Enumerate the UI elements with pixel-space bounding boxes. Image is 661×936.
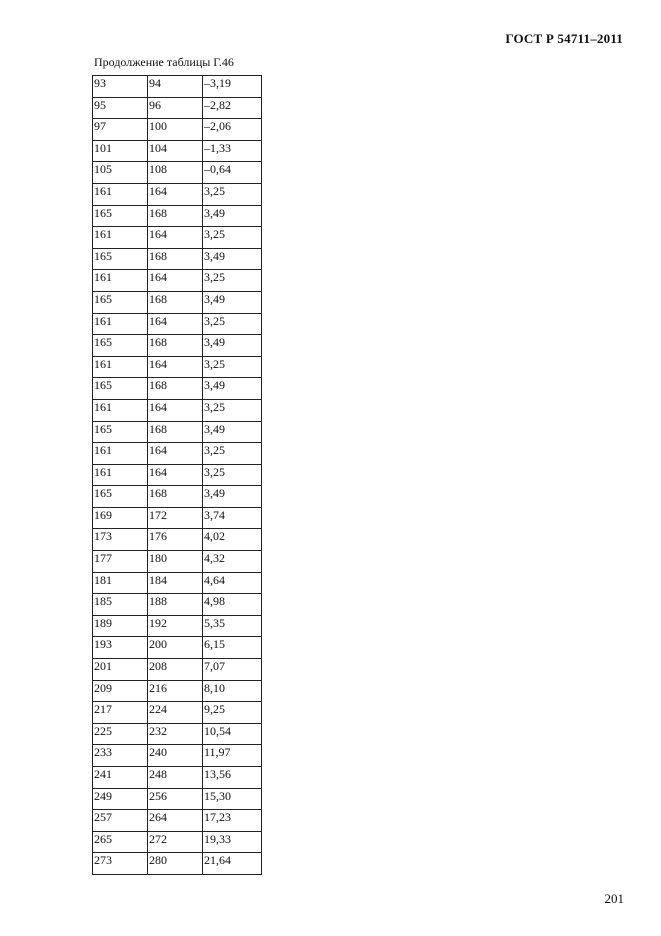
table-cell: [202, 119, 261, 141]
table-row: [93, 745, 262, 767]
table-cell: [93, 140, 148, 162]
cell-value: 224: [148, 702, 167, 717]
table-row: [93, 421, 262, 443]
table-cell: [147, 76, 202, 98]
table-row: [93, 507, 262, 529]
cell-value: 249: [94, 788, 112, 803]
table-cell: [93, 205, 148, 227]
table-cell: [93, 507, 148, 529]
table-cell: [93, 831, 148, 853]
cell-value: 3,25: [203, 464, 225, 479]
table-row: [93, 723, 262, 745]
table-row: [93, 572, 262, 594]
table-cell: [202, 680, 261, 702]
table-cell: [93, 615, 148, 637]
cell-value: 165: [94, 248, 112, 263]
table-cell: [147, 529, 202, 551]
table-cell: [93, 702, 148, 724]
cell-value: 265: [94, 831, 112, 846]
table-cell: [202, 162, 261, 184]
cell-value: 168: [148, 378, 167, 393]
cell-value: 188: [148, 594, 167, 609]
table-cell: [202, 270, 261, 292]
table-cell: [147, 421, 202, 443]
table-cell: [93, 788, 148, 810]
cell-value: 4,32: [203, 551, 225, 566]
cell-value: 3,49: [203, 248, 225, 263]
cell-value: 168: [148, 248, 167, 263]
table-cell: [93, 745, 148, 767]
cell-value: 209: [94, 680, 112, 695]
table-cell: [147, 659, 202, 681]
cell-value: 161: [94, 356, 112, 371]
table-cell: [93, 378, 148, 400]
cell-value: 164: [148, 443, 167, 458]
cell-value: 7,07: [203, 659, 225, 674]
table-row: [93, 356, 262, 378]
table-cell: [147, 205, 202, 227]
cell-value: 97: [94, 119, 106, 134]
table-cell: [202, 615, 261, 637]
cell-value: 200: [148, 637, 167, 652]
cell-value: 8,10: [203, 680, 225, 695]
table-cell: [93, 97, 148, 119]
cell-value: 165: [94, 421, 112, 436]
cell-value: 3,25: [203, 399, 225, 414]
cell-value: –2,82: [203, 97, 231, 112]
cell-value: 104: [148, 140, 167, 155]
table-row: [93, 443, 262, 465]
table-row: [93, 97, 262, 119]
table-row: [93, 615, 262, 637]
table-cell: [202, 529, 261, 551]
table-row: [93, 831, 262, 853]
table-caption: Продолжение таблицы Г.46: [94, 55, 234, 69]
table-cell: [93, 464, 148, 486]
cell-value: 4,98: [203, 594, 225, 609]
cell-value: 5,35: [203, 615, 225, 630]
table-cell: [202, 767, 261, 789]
cell-value: 164: [148, 313, 167, 328]
cell-value: 233: [94, 745, 112, 760]
cell-value: 256: [148, 788, 167, 803]
cell-value: 165: [94, 205, 112, 220]
table-cell: [147, 270, 202, 292]
table-row: [93, 767, 262, 789]
cell-value: 273: [94, 853, 112, 868]
table-cell: [202, 853, 261, 875]
table-cell: [93, 572, 148, 594]
cell-value: 177: [94, 551, 112, 566]
table-cell: [202, 464, 261, 486]
cell-value: 180: [148, 551, 167, 566]
document-header: ГОСТ Р 54711–2011: [505, 31, 623, 46]
table-cell: [93, 486, 148, 508]
table-cell: [202, 248, 261, 270]
cell-value: 164: [148, 399, 167, 414]
table-row: [93, 313, 262, 335]
cell-value: 161: [94, 464, 112, 479]
table-cell: [202, 205, 261, 227]
table-cell: [147, 313, 202, 335]
table-cell: [93, 443, 148, 465]
cell-value: 248: [148, 767, 167, 781]
cell-value: 264: [148, 810, 167, 825]
cell-value: 96: [148, 97, 161, 112]
cell-value: 100: [148, 119, 167, 134]
cell-value: 165: [94, 291, 112, 306]
cell-value: 3,49: [203, 291, 225, 306]
table-row: [93, 162, 262, 184]
cell-value: –0,64: [203, 162, 231, 177]
cell-value: 216: [148, 680, 167, 695]
cell-value: 165: [94, 378, 112, 393]
table-cell: [202, 227, 261, 249]
table-cell: [202, 788, 261, 810]
table-cell: [202, 291, 261, 313]
cell-value: 168: [148, 335, 167, 350]
cell-value: 3,49: [203, 378, 225, 393]
table-cell: [147, 723, 202, 745]
table-cell: [147, 788, 202, 810]
table-cell: [202, 183, 261, 205]
table-cell: [147, 443, 202, 465]
table-row: [93, 702, 262, 724]
cell-value: 164: [148, 183, 167, 198]
table-cell: [93, 680, 148, 702]
table-cell: [93, 594, 148, 616]
table-cell: [147, 227, 202, 249]
table-row: [93, 464, 262, 486]
table-cell: [147, 745, 202, 767]
cell-value: 193: [94, 637, 112, 652]
table-cell: [147, 572, 202, 594]
table-cell: [93, 291, 148, 313]
table-cell: [147, 97, 202, 119]
table-row: [93, 140, 262, 162]
table-cell: [93, 767, 148, 789]
table-cell: [202, 702, 261, 724]
cell-value: 184: [148, 572, 167, 587]
table-row: [93, 291, 262, 313]
cell-value: 3,49: [203, 205, 225, 220]
table-cell: [202, 745, 261, 767]
table-row: [93, 205, 262, 227]
cell-value: 3,25: [203, 443, 225, 458]
table-cell: [93, 529, 148, 551]
table-cell: [93, 810, 148, 832]
table-body: [93, 76, 262, 875]
cell-value: 161: [94, 227, 112, 242]
cell-value: 108: [148, 162, 167, 177]
table-row: [93, 378, 262, 400]
cell-value: 161: [94, 443, 112, 458]
table-cell: [202, 723, 261, 745]
cell-value: 3,49: [203, 486, 225, 501]
cell-value: 105: [94, 162, 112, 177]
cell-value: 161: [94, 313, 112, 328]
cell-value: 161: [94, 183, 112, 198]
table-cell: [93, 248, 148, 270]
table-row: [93, 76, 262, 98]
table-cell: [93, 421, 148, 443]
cell-value: 181: [94, 572, 112, 587]
cell-value: 217: [94, 702, 112, 717]
table-row: [93, 810, 262, 832]
cell-value: 13,56: [203, 767, 231, 781]
table-cell: [202, 356, 261, 378]
cell-value: 257: [94, 810, 112, 825]
table-cell: [202, 507, 261, 529]
table-cell: [93, 335, 148, 357]
table-cell: [147, 356, 202, 378]
cell-value: 10,54: [203, 723, 231, 738]
table-cell: [202, 659, 261, 681]
table-row: [93, 270, 262, 292]
cell-value: 19,33: [203, 831, 231, 846]
table-row: [93, 399, 262, 421]
cell-value: 164: [148, 464, 167, 479]
table-row: [93, 119, 262, 141]
table-row: [93, 248, 262, 270]
page-number: 201: [604, 891, 624, 906]
cell-value: 280: [148, 853, 167, 868]
table-cell: [147, 702, 202, 724]
table-cell: [202, 486, 261, 508]
cell-value: 95: [94, 97, 106, 112]
table-cell: [147, 291, 202, 313]
table-row: [93, 551, 262, 573]
table-cell: [93, 551, 148, 573]
cell-value: 4,02: [203, 529, 225, 544]
cell-value: 168: [148, 486, 167, 501]
table-cell: [147, 615, 202, 637]
table-cell: [93, 119, 148, 141]
cell-value: 101: [94, 140, 112, 155]
table-cell: [147, 680, 202, 702]
table-row: [93, 335, 262, 357]
table-cell: [93, 227, 148, 249]
cell-value: 4,64: [203, 572, 225, 587]
table-cell: [202, 399, 261, 421]
table-cell: [202, 637, 261, 659]
cell-value: 168: [148, 205, 167, 220]
cell-value: 272: [148, 831, 167, 846]
table-row: [93, 183, 262, 205]
table-cell: [147, 119, 202, 141]
cell-value: 161: [94, 399, 112, 414]
cell-value: –2,06: [203, 119, 231, 134]
cell-value: 164: [148, 356, 167, 371]
table-cell: [93, 637, 148, 659]
cell-value: 165: [94, 335, 112, 350]
cell-value: 201: [94, 659, 112, 674]
table-cell: [202, 378, 261, 400]
table-cell: [93, 270, 148, 292]
table-cell: [93, 162, 148, 184]
table-cell: [147, 831, 202, 853]
table-cell: [202, 335, 261, 357]
table-cell: [147, 464, 202, 486]
table-cell: [93, 723, 148, 745]
table-cell: [202, 76, 261, 98]
table-row: [93, 594, 262, 616]
cell-value: 164: [148, 227, 167, 242]
cell-value: 3,25: [203, 227, 225, 242]
table-cell: [147, 551, 202, 573]
table-cell: [202, 140, 261, 162]
table-cell: [202, 421, 261, 443]
table-cell: [147, 140, 202, 162]
table-cell: [147, 378, 202, 400]
cell-value: 94: [148, 76, 161, 90]
table-cell: [93, 659, 148, 681]
cell-value: 165: [94, 486, 112, 501]
table-cell: [147, 399, 202, 421]
cell-value: 225: [94, 723, 112, 738]
cell-value: –1,33: [203, 140, 231, 155]
cell-value: 241: [94, 767, 112, 781]
table-row: [93, 637, 262, 659]
cell-value: 9,25: [203, 702, 225, 717]
table-row: [93, 486, 262, 508]
cell-value: 161: [94, 270, 112, 285]
table-cell: [93, 853, 148, 875]
cell-value: 6,15: [203, 637, 225, 652]
cell-value: 11,97: [203, 745, 231, 760]
cell-value: 21,64: [203, 853, 231, 868]
cell-value: 168: [148, 421, 167, 436]
table-cell: [202, 443, 261, 465]
table-cell: [147, 810, 202, 832]
table-cell: [147, 637, 202, 659]
cell-value: 189: [94, 615, 112, 630]
table-cell: [202, 313, 261, 335]
cell-value: 168: [148, 291, 167, 306]
table-cell: [202, 551, 261, 573]
cell-value: 192: [148, 615, 167, 630]
table-cell: [147, 335, 202, 357]
table-cell: [202, 810, 261, 832]
cell-value: 172: [148, 507, 167, 522]
cell-value: 240: [148, 745, 167, 760]
cell-value: 176: [148, 529, 167, 544]
cell-value: 185: [94, 594, 112, 609]
table-cell: [93, 183, 148, 205]
cell-value: 15,30: [203, 788, 231, 803]
table-cell: [147, 183, 202, 205]
table-cell: [93, 399, 148, 421]
table-row: [93, 788, 262, 810]
cell-value: 17,23: [203, 810, 231, 825]
cell-value: 3,49: [203, 421, 225, 436]
cell-value: 3,49: [203, 335, 225, 350]
table-cell: [93, 356, 148, 378]
cell-value: 208: [148, 659, 167, 674]
table-cell: [147, 767, 202, 789]
cell-value: 3,25: [203, 183, 225, 198]
table-cell: [147, 486, 202, 508]
table-cell: [147, 507, 202, 529]
cell-value: –3,19: [203, 76, 231, 90]
table-cell: [202, 572, 261, 594]
table-cell: [202, 831, 261, 853]
cell-value: 3,25: [203, 356, 225, 371]
table-cell: [147, 248, 202, 270]
table-cell: [93, 76, 148, 98]
table-cell: [147, 162, 202, 184]
table-cell: [202, 97, 261, 119]
table-cell: [93, 313, 148, 335]
cell-value: 3,25: [203, 313, 225, 328]
table-cell: [147, 594, 202, 616]
cell-value: 3,25: [203, 270, 225, 285]
cell-value: 93: [94, 76, 106, 90]
table-row: [93, 853, 262, 875]
table-row: [93, 680, 262, 702]
table-row: [93, 659, 262, 681]
cell-value: 164: [148, 270, 167, 285]
cell-value: 3,74: [203, 507, 225, 522]
table-cell: [147, 853, 202, 875]
table-row: [93, 529, 262, 551]
cell-value: 232: [148, 723, 167, 738]
cell-value: 173: [94, 529, 112, 544]
table-row: [93, 227, 262, 249]
cell-value: 169: [94, 507, 112, 522]
data-table: [92, 75, 262, 875]
table-cell: [202, 594, 261, 616]
